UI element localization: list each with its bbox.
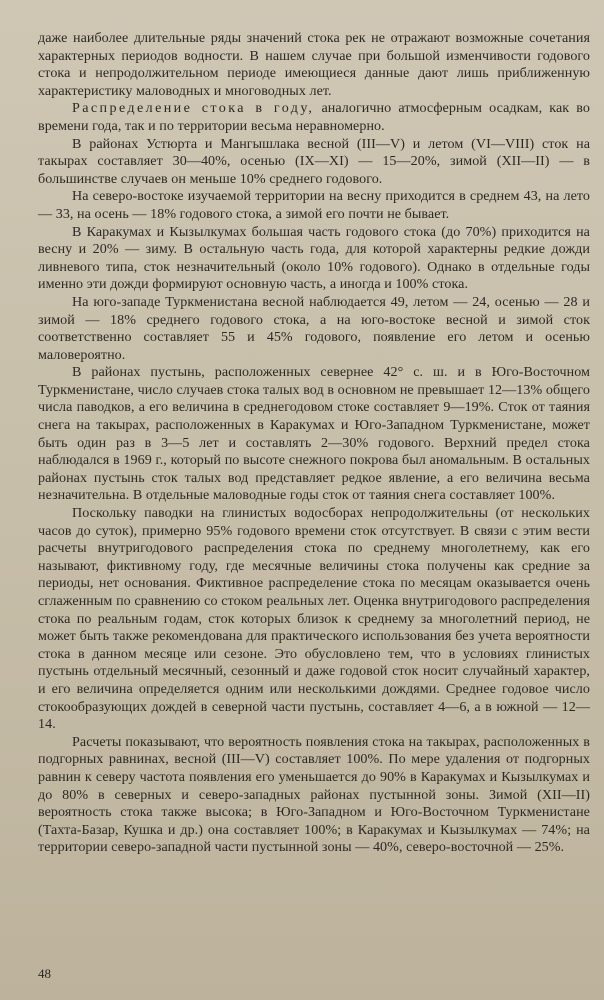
paragraph: В районах пустынь, расположенных севернее 42° с. ш. и в Юго-Восточном Туркменистане, число случаев стока талых вод в основном не превышает 12—13% общего числа паводков, а его величина в среднегодовом стоке составляет 9—19%. Сток от таяния снега на такырах, расположенных в Каракумах и Юго-Западном Туркменистане, может быть один раз в 3—5 лет и составлять 2—30% годового. Верхний предел стока наблюдался в 1969 г., который по высоте снежного покрова был аномальным. В остальных районах пустынь сток талых вод представляет редкое явление, а его величина весьма незначительна. В отдельные маловодные годы сток от таяния снега составляет 100%. xyxy=(38,364,590,504)
paragraph: На северо-востоке изучаемой территории на весну приходится в среднем 43, на лето — 33, на осень — 18% годового стока, а зимой его почти не бывает. xyxy=(38,188,590,222)
paragraph: Расчеты показывают, что вероятность появления стока на такырах, расположенных в подгорных равнинах, весной (III—V) составляет 100%. По мере удаления от подгорных равнин к северу частота появления его уменьшается до 90% в Каракумах и Кызылкумах и до 80% в северных и северо-западных районах пустынной зоны. Зимой (XII—II) вероятность стока также высока; в Юго-Западном и Юго-Восточном Туркменистане (Тахта-Базар, Кушка и др.) она составляет 100%; в Каракумах и Кызылкумах — 74%; на территории северо-западной части пустынной зоны — 40%, северо-восточной — 25%. xyxy=(38,733,590,856)
paragraph: Поскольку паводки на глинистых водосборах непродолжительны (от нескольких часов до суток), примерно 95% годового времени сток отсутствует. В связи с этим вести расчеты внутригодового распределения стока по среднему многолетнему, как его называют, фиктивному году, где месячные величины стока получены как средние за периоды, нет основания. Фиктивное распределение стока по месяцам оказывается очень сглаженным по сравнению со стоком реальных лет. Оценка внутригодового распределения стока по реальным годам, сток которых близок к среднему за многолетний период, не может быть также рекомендована для практического использования без учета вероятности стока в данном месяце или сезоне. Это обусловлено тем, что в условиях глинистых пустынь отдельный месячный, сезонный и даже годовой сток носит случайный характер, и его величина определяется одним или несколькими дождями. Среднее годовое число стокообразующих дождей в северной части пустынь, составляет 4—6, а в южной — 12—14. xyxy=(38,505,590,733)
paragraph: В Каракумах и Кызылкумах большая часть годового стока (до 70%) приходится на весну и 20% — зиму. В остальную часть года, для которой характерны редкие дожди ливневого типа, сток незначительный (около 10% годового). Однако в отдельные годы именно эти дожди формируют основную часть, а иногда и 100% стока. xyxy=(38,223,590,293)
section-lead-phrase: Распределение стока в году, xyxy=(72,100,315,117)
paragraph: В районах Устюрта и Мангышлака весной (III—V) и летом (VI—VIII) сток на такырах составляет 30—40%, осенью (IX—XI) — 15—20%, зимой (XII—II) — в большинстве случаев он меньше 10% среднего годового. xyxy=(38,135,590,187)
page-number: 48 xyxy=(38,966,51,981)
paragraph: даже наиболее длительные ряды значений стока рек не отражают возможные сочетания характерных периодов водности. В нашем случае при большой изменчивости годового стока и непродолжительном периоде имеющиеся данные дают лишь приближенную характеристику маловодных и многоводных лет. xyxy=(38,30,590,99)
paragraph xyxy=(38,100,590,135)
page-body xyxy=(38,30,590,990)
paragraph: На юго-западе Туркменистана весной наблюдается 49, летом — 24, осенью — 28 и зимой — 18% среднего годового стока, а на юго-востоке весной и зимой сток соответственно составляет 55 и 45% годового, появление его летом и осенью маловероятно. xyxy=(38,293,590,363)
paragraph-text: аналогично атмосферным осадкам, как во времени года, так и по территории весьма неравномерно. xyxy=(38,100,590,134)
